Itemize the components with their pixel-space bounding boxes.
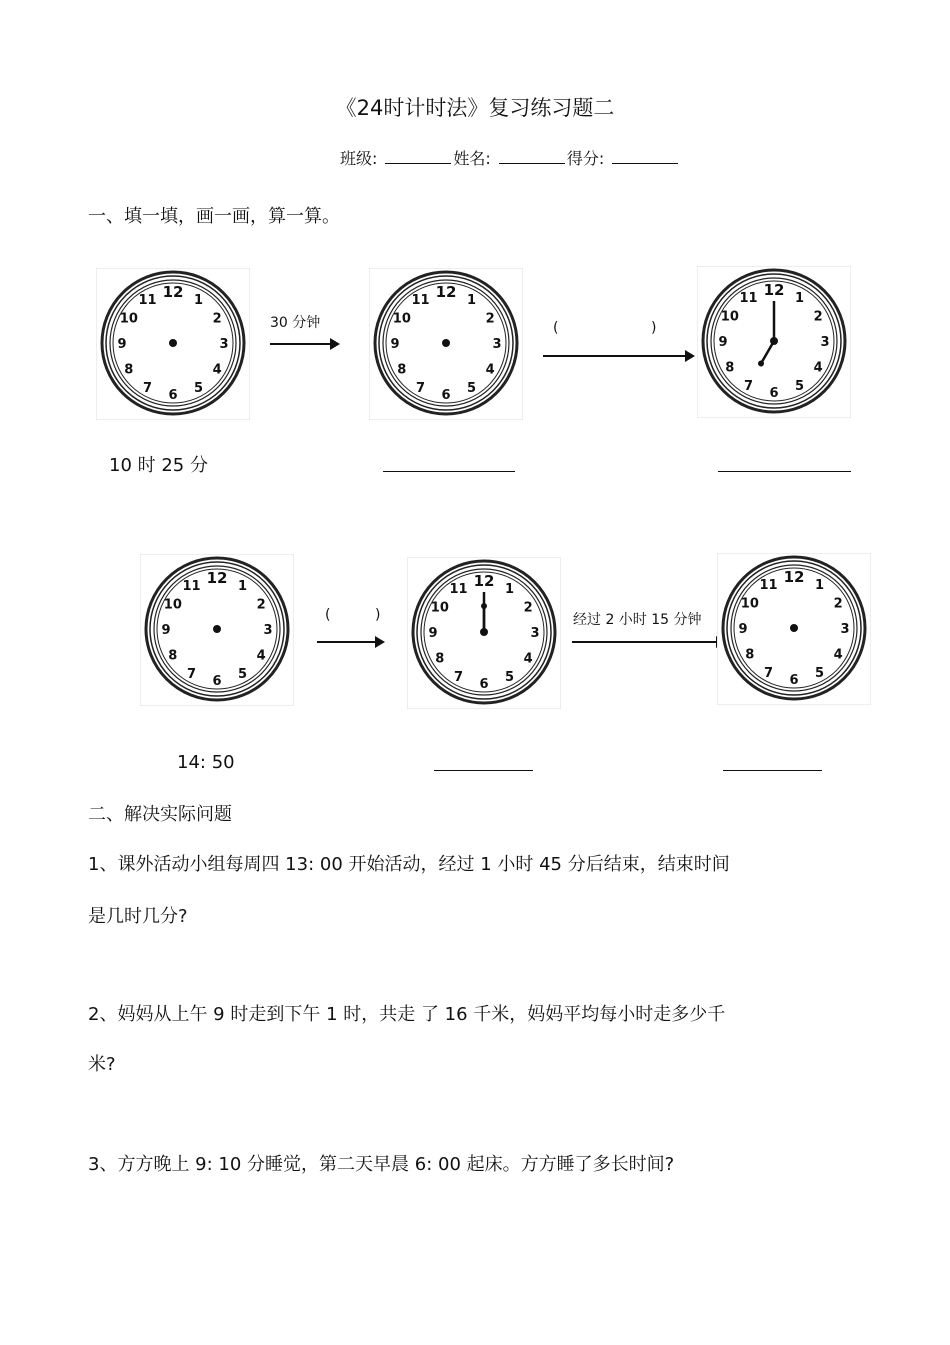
clock-numeral: 5: [814, 666, 825, 682]
answer-line[interactable]: [383, 471, 515, 472]
clock-numeral: 4: [256, 648, 266, 664]
clock-numeral: 5: [237, 667, 248, 683]
clock-numeral: 3: [820, 335, 830, 350]
clock-svg: [407, 557, 561, 709]
section-1-heading: 一、填一填，画一画，算一算。: [88, 206, 340, 227]
clock-numeral: 8: [435, 651, 445, 667]
clock-center: [770, 337, 778, 345]
clock-numeral: 10: [163, 597, 182, 613]
clock-svg: [717, 553, 871, 705]
clock-numeral: 1: [237, 578, 248, 594]
clock-face: [697, 266, 851, 418]
clock-center: [790, 624, 798, 632]
clock-face: [140, 554, 294, 706]
clock-numeral: 11: [182, 578, 201, 594]
clock-face: [369, 268, 523, 420]
question-1-cont: 是几时几分?: [88, 906, 188, 927]
clock-numeral: 3: [492, 337, 502, 352]
arrow-label: 30 分钟: [270, 315, 321, 331]
clock-numeral: 4: [833, 647, 843, 663]
clock-face: [407, 557, 561, 709]
clock-face: [717, 553, 871, 705]
answer-line[interactable]: [718, 471, 851, 472]
clock-numeral: 5: [794, 379, 805, 395]
arrow-label: 经过 2 小时 15 分钟: [573, 612, 702, 628]
clock-numeral: 1: [193, 292, 204, 308]
clock-numeral: 3: [840, 622, 850, 637]
clock-numeral: 12: [783, 568, 805, 586]
clock-hand-tip: [758, 361, 764, 367]
score-label: 得分:: [566, 149, 605, 168]
clock-numeral: 2: [212, 311, 222, 327]
clock-numeral: 3: [219, 337, 229, 352]
clock-numeral: 8: [168, 648, 178, 664]
time-label: 14: 50: [177, 752, 235, 773]
clock-numeral: 6: [479, 677, 489, 692]
clock-numeral: 8: [745, 647, 755, 663]
clock-numeral: 2: [256, 597, 266, 613]
answer-line[interactable]: [434, 770, 533, 771]
clock-numeral: 8: [397, 362, 407, 378]
clock-numeral: 12: [435, 283, 457, 301]
clock-numeral: 12: [473, 572, 495, 590]
question-3: 3、方方晚上 9: 10 分睡觉，第二天早晨 6: 00 起床。方方睡了多长时间?: [88, 1154, 675, 1175]
page-title: 《24时计时法》复习练习题二: [335, 96, 615, 120]
time-label: 10 时 25 分: [109, 455, 208, 476]
class-label: 班级:: [340, 149, 378, 168]
clock-numeral: 12: [162, 283, 184, 301]
question-2: 2、妈妈从上午 9 时走到下午 1 时，共走 了 16 千米，妈妈平均每小时走多少千: [88, 1004, 726, 1025]
clock-numeral: 3: [263, 623, 273, 638]
clock-numeral: 11: [739, 290, 758, 306]
clock-center: [442, 339, 450, 347]
clock-svg: [140, 554, 294, 706]
clock-hand-tip: [481, 603, 487, 609]
clock-numeral: 5: [466, 381, 477, 397]
clock-numeral: 12: [763, 281, 785, 299]
clock-face: [96, 268, 250, 420]
clock-numeral: 10: [119, 311, 138, 327]
name-blank[interactable]: [499, 147, 565, 164]
arrow: [270, 343, 338, 345]
clock-numeral: 7: [743, 379, 754, 395]
clock-center: [480, 628, 488, 636]
clock-numeral: 1: [466, 292, 477, 308]
clock-numeral: 9: [718, 335, 728, 350]
clock-svg: [96, 268, 250, 420]
clock-numeral: 2: [813, 309, 823, 325]
answer-line[interactable]: [723, 770, 822, 771]
clock-numeral: 10: [392, 311, 411, 327]
student-info-line: [340, 146, 680, 169]
clock-numeral: 5: [193, 381, 204, 397]
clock-numeral: 7: [453, 670, 464, 686]
clock-numeral: 2: [485, 311, 495, 327]
clock-numeral: 11: [449, 581, 468, 597]
clock-numeral: 11: [759, 577, 778, 593]
clock-numeral: 7: [415, 381, 426, 397]
clock-numeral: 4: [523, 651, 533, 667]
arrow: [543, 355, 693, 357]
clock-numeral: 7: [142, 381, 153, 397]
clock-numeral: 2: [523, 600, 533, 616]
name-label: 姓名:: [453, 149, 491, 168]
section-2-heading: 二、解决实际问题: [88, 804, 232, 825]
clock-numeral: 6: [441, 388, 451, 403]
clock-numeral: 6: [789, 673, 799, 688]
clock-svg: [697, 266, 851, 418]
class-blank[interactable]: [385, 147, 451, 164]
answer-paren-blank[interactable]: [560, 320, 650, 338]
clock-svg: [369, 268, 523, 420]
clock-center: [213, 625, 221, 633]
clock-numeral: 2: [833, 596, 843, 612]
answer-paren[interactable]: ( ): [325, 607, 381, 623]
clock-numeral: 1: [814, 577, 825, 593]
clock-numeral: 4: [485, 362, 495, 378]
clock-numeral: 8: [124, 362, 134, 378]
clock-numeral: 1: [794, 290, 805, 306]
clock-numeral: 10: [740, 596, 759, 612]
clock-numeral: 11: [138, 292, 157, 308]
question-2-cont: 米?: [88, 1054, 116, 1075]
clock-numeral: 7: [763, 666, 774, 682]
clock-numeral: 10: [430, 600, 449, 616]
clock-numeral: 1: [504, 581, 515, 597]
clock-numeral: 9: [161, 623, 171, 638]
paren-open: (: [553, 320, 559, 336]
arrow: [317, 641, 383, 643]
question-1: 1、课外活动小组每周四 13: 00 开始活动，经过 1 小时 45 分后结束，结束时间: [88, 854, 730, 875]
clock-numeral: 9: [738, 622, 748, 637]
clock-numeral: 6: [769, 386, 779, 401]
clock-numeral: 12: [206, 569, 228, 587]
clock-numeral: 9: [428, 626, 438, 641]
clock-numeral: 6: [168, 388, 178, 403]
paren-close: ): [651, 320, 657, 336]
clock-numeral: 11: [411, 292, 430, 308]
clock-numeral: 9: [117, 337, 127, 352]
arrow: [572, 641, 724, 643]
clock-numeral: 9: [390, 337, 400, 352]
clock-numeral: 10: [720, 309, 739, 325]
clock-numeral: 8: [725, 360, 735, 376]
clock-numeral: 7: [186, 667, 197, 683]
clock-numeral: 4: [212, 362, 222, 378]
clock-numeral: 5: [504, 670, 515, 686]
clock-numeral: 6: [212, 674, 222, 689]
clock-center: [169, 339, 177, 347]
clock-numeral: 4: [813, 360, 823, 376]
score-blank[interactable]: [612, 147, 678, 164]
clock-numeral: 3: [530, 626, 540, 641]
